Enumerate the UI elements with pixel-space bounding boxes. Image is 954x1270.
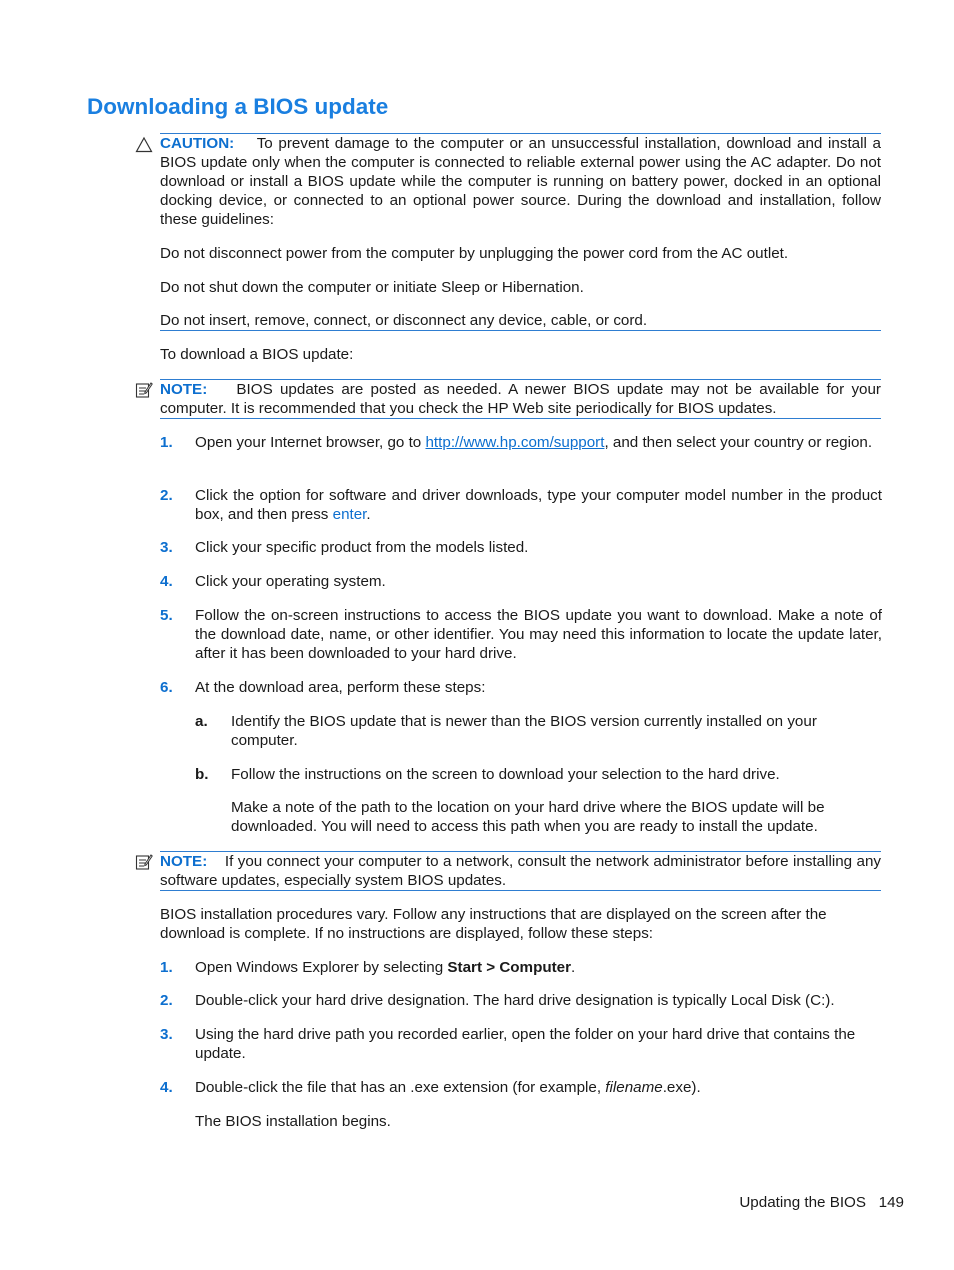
- substep-note: Make a note of the path to the location on your hard drive where the BIOS update will be downloaded. You will need to access this path when you are ready to install the update.: [231, 799, 825, 835]
- page-number: 149: [878, 1194, 904, 1211]
- step-text: Double-click your hard drive designation. The hard drive designation is typically Local Disk (C:).: [195, 992, 835, 1009]
- step-number: 2.: [160, 992, 173, 1009]
- step-text: At the download area, perform these steps:: [195, 679, 486, 696]
- step-text: Click your specific product from the models listed.: [195, 539, 529, 556]
- step-number: 6.: [160, 679, 173, 696]
- enter-key: enter: [332, 506, 367, 523]
- page-title: Downloading a BIOS update: [87, 94, 389, 119]
- step-text: Using the hard drive path you recorded earlier, open the folder on your hard drive that contains the update.: [195, 1026, 856, 1062]
- substep-label: b.: [195, 766, 209, 783]
- install-intro: BIOS installation procedures vary. Follow any instructions that are displayed on the screen after the download is complete. If no instructions are displayed, follow these steps:: [160, 906, 827, 942]
- step-number: 2.: [160, 487, 173, 504]
- caution-body: To prevent damage to the computer or an unsuccessful installation, download and install a BIOS update only when the computer is connected to reliable external power using the AC adapter. Do not download or install a BIOS update while the computer is running on battery power, docked in an optional docking device, or connected to an optional power source. During the download and installation, follow these guidelines:: [160, 135, 881, 228]
- note-box: [160, 851, 881, 891]
- note-text: [160, 380, 881, 418]
- footer-section: Updating the BIOS: [739, 1194, 866, 1211]
- note-label: NOTE:: [160, 381, 208, 398]
- substep-label: a.: [195, 713, 208, 730]
- step-number: 3.: [160, 1026, 173, 1043]
- note-icon: [135, 381, 153, 399]
- step-text: Click your operating system.: [195, 573, 386, 590]
- caution-text: [160, 134, 881, 229]
- support-link[interactable]: http://www.hp.com/support: [425, 434, 605, 451]
- caution-item: Do not shut down the computer or initiate Sleep or Hibernation.: [160, 279, 584, 296]
- step-text: Open your Internet browser, go to http://www.hp.com/support, and then select your country or region.: [195, 434, 873, 451]
- step-number: 3.: [160, 539, 173, 556]
- step-number: 1.: [160, 959, 173, 976]
- note-icon: [135, 853, 153, 871]
- caution-item: Do not insert, remove, connect, or disconnect any device, cable, or cord.: [160, 311, 881, 331]
- caution-label: CAUTION:: [160, 135, 235, 152]
- step-number: 4.: [160, 573, 173, 590]
- substep-text: Identify the BIOS update that is newer than the BIOS version currently installed on your computer.: [231, 713, 817, 749]
- note-body: If you connect your computer to a network, consult the network administrator before installing any software updates, especially system BIOS updates.: [160, 853, 881, 889]
- caution-box: [160, 133, 881, 229]
- step-text: Open Windows Explorer by selecting Start > Computer.: [195, 959, 576, 976]
- step-text: Click the option for software and driver downloads, type your computer model number in the product box, and then press enter.: [195, 487, 882, 523]
- step-number: 5.: [160, 607, 173, 624]
- step-text: Follow the on-screen instructions to access the BIOS update you want to download. Make a note of the download date, name, or other identifier. You may need this information to locate the update later, after it has been downloaded to your hard drive.: [195, 607, 882, 662]
- page-footer: [700, 1193, 904, 1212]
- step-text: Double-click the file that has an .exe extension (for example, filename.exe).: [195, 1079, 701, 1096]
- menu-path: Start > Computer: [447, 959, 572, 976]
- note-label: NOTE:: [160, 853, 208, 870]
- caution-item: Do not disconnect power from the computer by unplugging the power cord from the AC outlet.: [160, 245, 789, 262]
- intro-text: To download a BIOS update:: [160, 346, 354, 363]
- substep-text: Follow the instructions on the screen to download your selection to the hard drive.: [231, 766, 780, 783]
- caution-icon: [135, 136, 153, 154]
- note-text: [160, 852, 881, 890]
- closing-text: The BIOS installation begins.: [195, 1113, 391, 1130]
- note-body: BIOS updates are posted as needed. A newer BIOS update may not be available for your computer. It is recommended that you check the HP Web site periodically for BIOS updates.: [160, 381, 881, 417]
- step-number: 1.: [160, 434, 173, 451]
- filename-italic: filename: [605, 1079, 663, 1096]
- step-number: 4.: [160, 1079, 173, 1096]
- note-box: [160, 379, 881, 419]
